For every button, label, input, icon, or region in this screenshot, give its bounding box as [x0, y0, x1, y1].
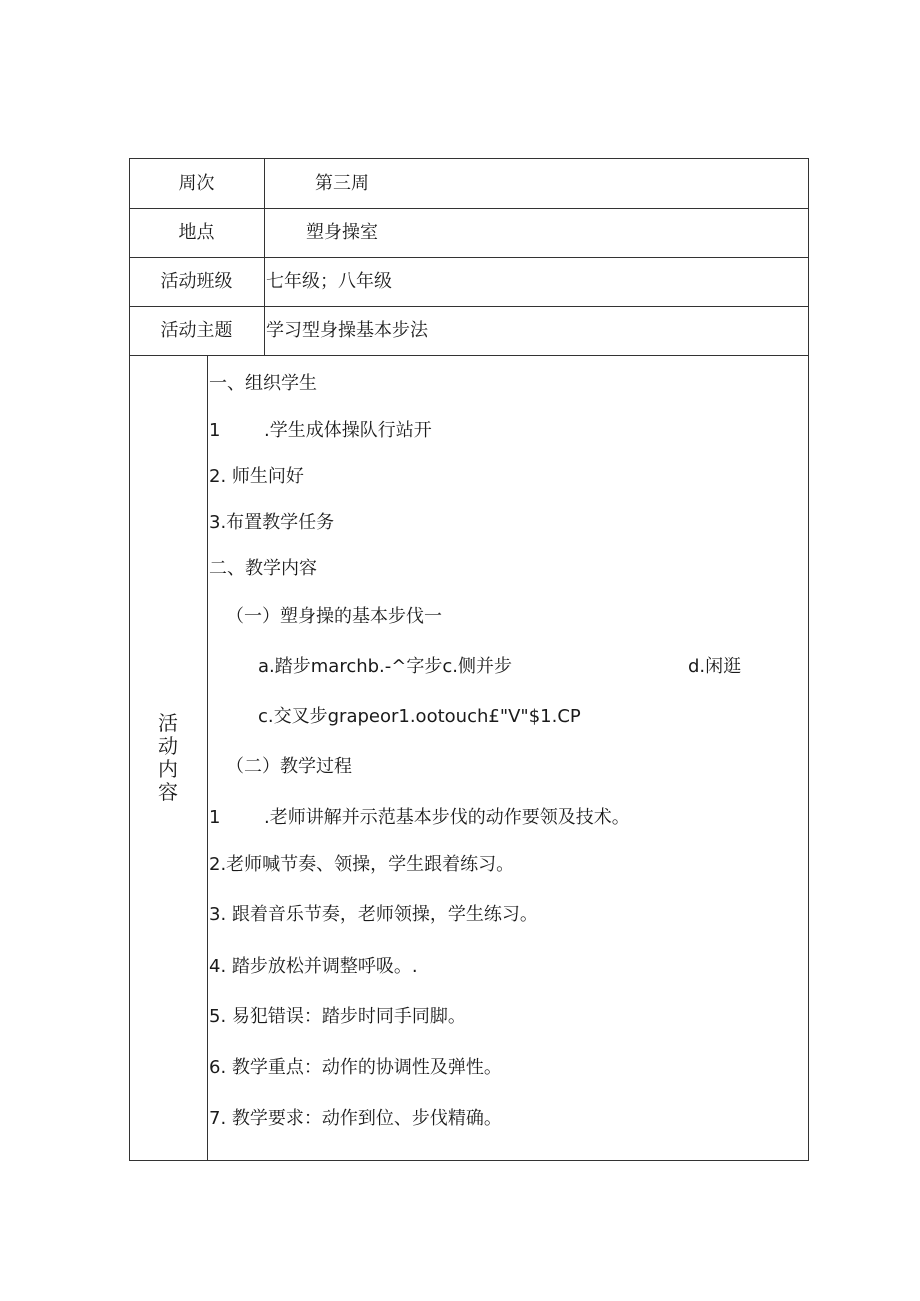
column-divider	[264, 158, 265, 355]
section-heading: 一、组织学生	[209, 373, 317, 394]
list-item: .学生成体操队行站开	[264, 420, 432, 441]
row-divider	[129, 355, 809, 356]
step-list: a.踏步marchb.-^字步c.侧并步	[258, 656, 512, 677]
activity-label-char: 动	[158, 734, 178, 758]
theme-value: 学习型身操基本步法	[266, 320, 428, 341]
section-heading: 二、教学内容	[209, 558, 317, 579]
column-divider	[207, 355, 208, 1161]
step-list: d.闲逛	[688, 656, 742, 677]
list-item: 2. 师生问好	[209, 466, 304, 487]
activity-label-char: 活	[158, 711, 178, 735]
list-item: 3. 跟着音乐节奏，老师领操，学生练习。	[209, 904, 538, 925]
list-item: 6. 教学重点：动作的协调性及弹性。	[209, 1057, 502, 1078]
location-value: 塑身操室	[306, 222, 378, 243]
location-label: 地点	[178, 222, 215, 243]
subsection-heading: （二）教学过程	[226, 756, 352, 777]
list-item: 4. 踏步放松并调整呼吸。.	[209, 956, 418, 977]
row-divider	[129, 208, 809, 209]
activity-label-char: 容	[158, 780, 178, 804]
class-label: 活动班级	[160, 271, 233, 292]
subsection-heading: （一）塑身操的基本步伐一	[226, 606, 442, 627]
list-item: 5. 易犯错误：踏步时同手同脚。	[209, 1006, 466, 1027]
list-item: .老师讲解并示范基本步伐的动作要领及技术。	[264, 807, 630, 828]
list-item: 7. 教学要求：动作到位、步伐精确。	[209, 1108, 502, 1129]
step-list: c.交叉步grapeor1.ootouch£"V"$1.CP	[258, 706, 581, 727]
theme-label: 活动主题	[160, 320, 233, 341]
class-value: 七年级；八年级	[266, 271, 392, 292]
activity-content-label	[150, 712, 186, 804]
list-item-number: 1	[209, 420, 221, 441]
list-item: 3.布置教学任务	[209, 512, 335, 533]
row-divider	[129, 306, 809, 307]
row-divider	[129, 257, 809, 258]
week-value: 第三周	[315, 173, 369, 194]
list-item: 2.老师喊节奏、领操，学生跟着练习。	[209, 854, 515, 875]
week-label: 周次	[178, 173, 215, 194]
activity-label-char: 内	[158, 757, 178, 781]
list-item-number: 1	[209, 807, 221, 828]
